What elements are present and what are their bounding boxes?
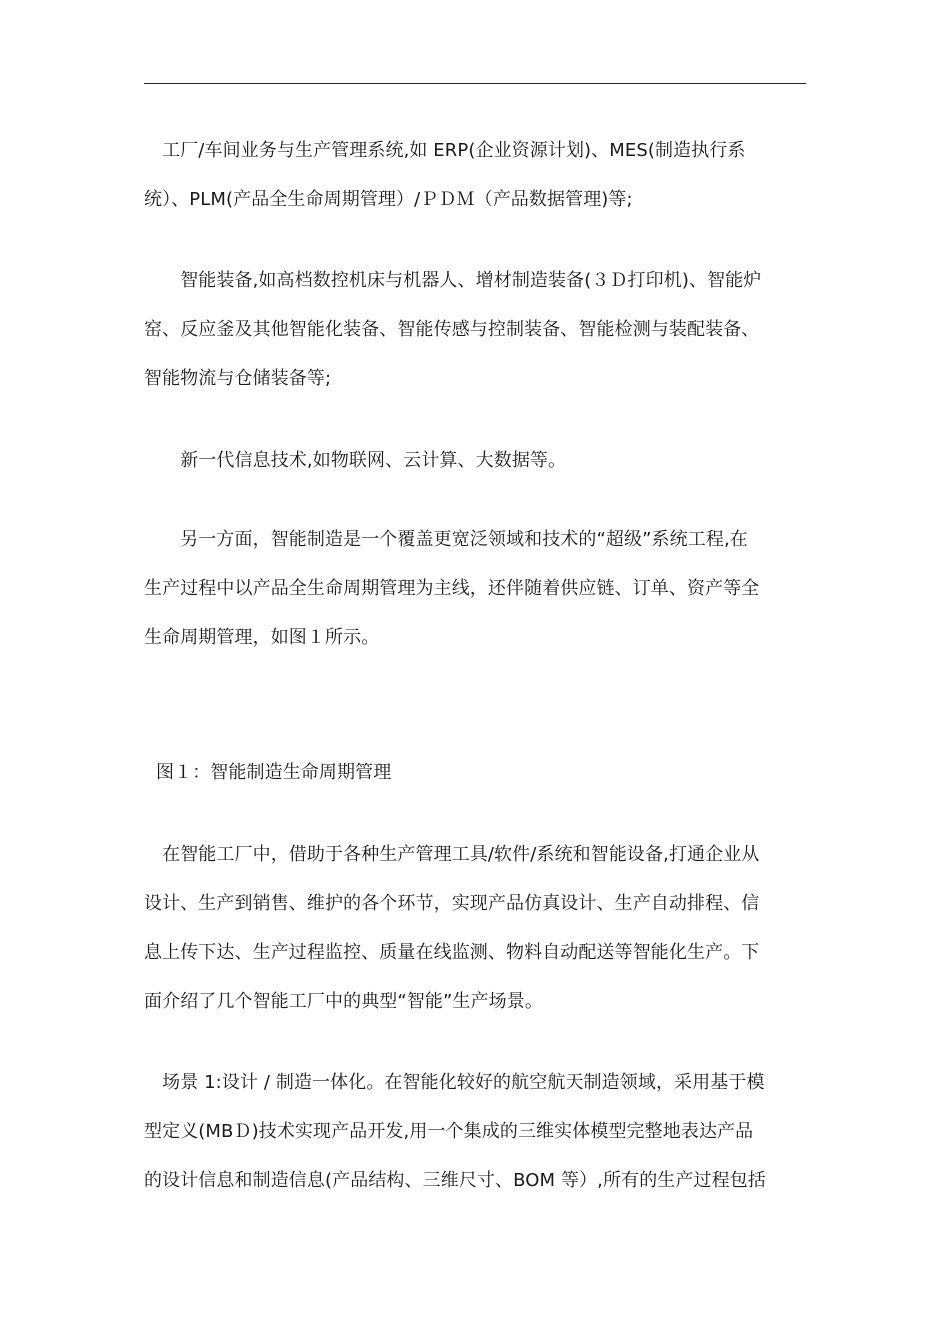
- figure-caption: [156, 748, 818, 797]
- paragraph-lifecycle: [144, 515, 806, 662]
- paragraph-new-it: [144, 436, 806, 485]
- paragraph-management-systems: [144, 126, 806, 224]
- text-line: 智能物流与仓储装备等;: [144, 368, 332, 389]
- text-line: 型定义(MBＤ)技术实现产品开发,用一个集成的三维实体模型完整地表达产品: [144, 1121, 754, 1142]
- text-line: 新一代信息技术,如物联网、云计算、大数据等。: [144, 450, 567, 471]
- text-line: 统）、PLM(产品全生命周期管理）/ＰＤＭ（产品数据管理)等;: [144, 189, 633, 210]
- text-line: 场景 1:设计 / 制造一体化。在智能化较好的航空航天制造领域，采用基于模: [144, 1072, 765, 1093]
- paragraph-smart-factory: [144, 830, 806, 1026]
- paragraph-smart-equipment: [144, 256, 806, 403]
- text-line: 设计、生产到销售、维护的各个环节，实现产品仿真设计、生产自动排程、信: [144, 893, 760, 914]
- text-line: 另一方面，智能制造是一个覆盖更宽泛领域和技术的“超级”系统工程,在: [144, 529, 748, 550]
- text-line: 窑、反应釜及其他智能化装备、智能传感与控制装备、智能检测与装配装备、: [144, 319, 760, 340]
- text-line: 智能装备,如高档数控机床与机器人、增材制造装备(３Ｄ打印机)、智能炉: [144, 270, 762, 291]
- text-line: 在智能工厂中，借助于各种生产管理工具/软件/系统和智能设备,打通企业从: [144, 844, 760, 865]
- paragraph-scenario-1: [144, 1058, 806, 1205]
- text-line: 的设计信息和制造信息(产品结构、三维尺寸、BOM 等）,所有的生产过程包括: [144, 1170, 766, 1191]
- header-rule: [144, 83, 806, 84]
- text-line: 息上传下达、生产过程监控、质量在线监测、物料自动配送等智能化生产。下: [144, 942, 760, 963]
- text-line: 生命周期管理，如图１所示。: [144, 627, 380, 648]
- text-line: 工厂/车间业务与生产管理系统,如 ERP(企业资源计划)、MES(制造执行系: [144, 140, 746, 161]
- text-line: 生产过程中以产品全生命周期管理为主线，还伴随着供应链、订单、资产等全: [144, 578, 760, 599]
- figure-caption-text: 图１：智能制造生命周期管理: [156, 762, 392, 783]
- text-line: 面介绍了几个智能工厂中的典型“智能”生产场景。: [144, 991, 543, 1012]
